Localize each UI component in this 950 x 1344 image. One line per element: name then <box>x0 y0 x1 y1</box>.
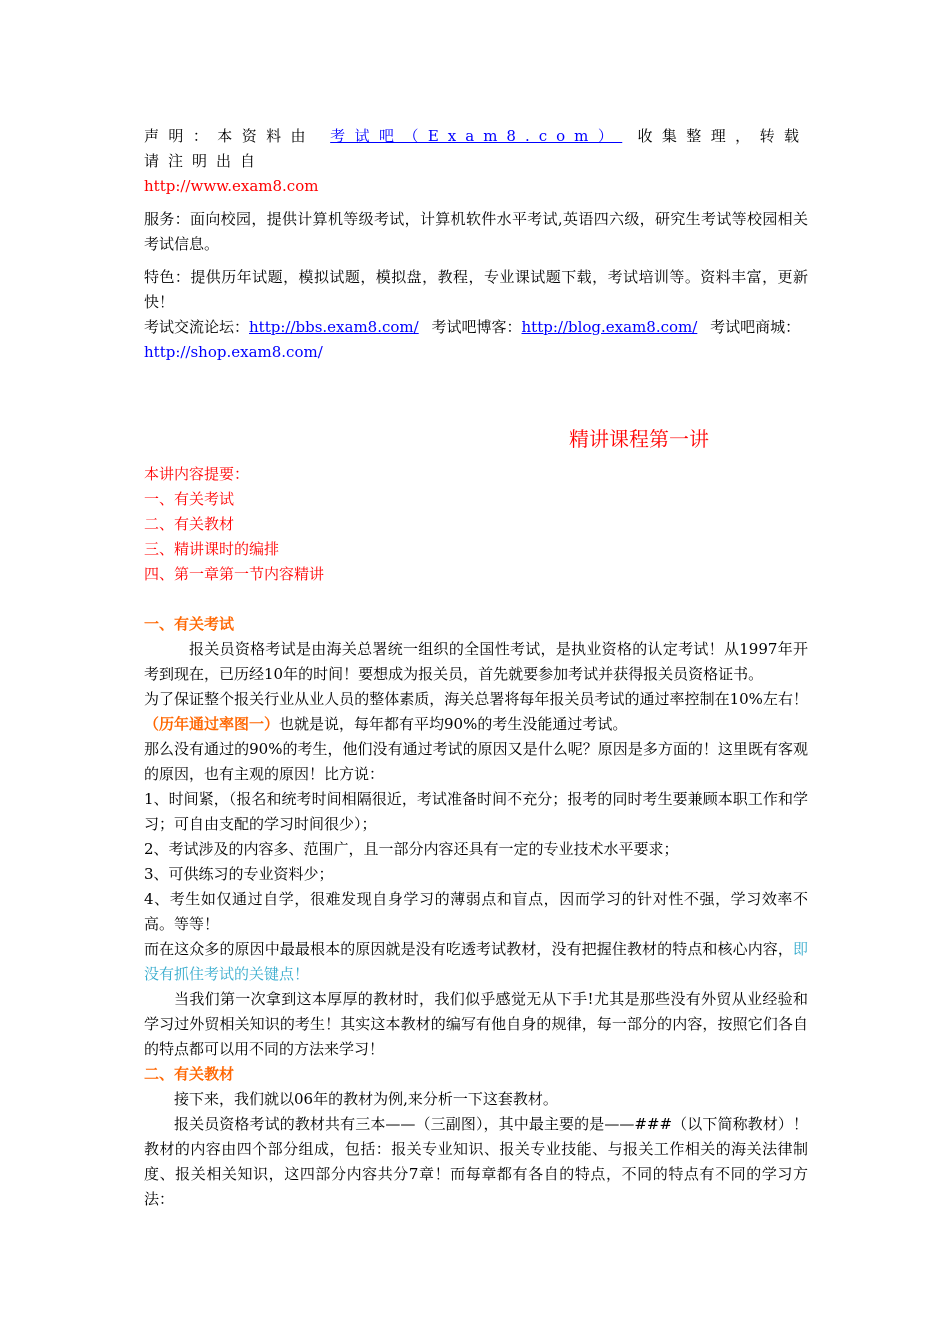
statement-suffix: 收集整理，转载请注明出自 <box>144 127 808 170</box>
outline-heading: 本讲内容提要： <box>144 465 250 483</box>
outline-item: 二、有关教材 <box>144 515 235 533</box>
reason-item: 4、考生如仅通过自学，很难发现自身学习的薄弱点和盲点，因而学习的针对性不强，学习效率不高。等等！ <box>144 890 808 933</box>
section1-paragraph: 那么没有通过的90%的考生，他们没有通过考试的原因又是什么呢？原因是多方面的！这里既有客观的原因，也有主观的原因！比方说： <box>144 740 808 783</box>
reason-item: 3、可供练习的专业资料少； <box>144 865 334 883</box>
outline <box>144 462 808 587</box>
section1-paragraph <box>144 687 808 737</box>
outline-item: 一、有关考试 <box>144 490 235 508</box>
section1-heading: 一、有关考试 <box>144 615 235 633</box>
pass-rate-figure-note: （历年通过率图一） <box>144 715 280 733</box>
reason-item: 1、时间紧，（报名和统考时间相隔很近，考试准备时间不充分；报考的同时考生要兼顾本职工作和学习；可自由支配的学习时间很少）； <box>144 790 808 833</box>
pass-rate-text-b: 也就是说，每年都有平均90%的考生没能通过考试。 <box>279 715 628 733</box>
section1-paragraph: 报关员资格考试是由海关总署统一组织的全国性考试，是执业资格的认定考试！从1997年开考到现在，已历经10年的时间！要想成为报关员，首先就要参加考试并获得报关员资格证书。 <box>144 640 808 683</box>
lecture-title: 精讲课程第一讲 <box>569 427 709 451</box>
statement <box>144 124 808 199</box>
section2-paragraph: 接下来，我们就以06年的教材为例,来分析一下这套教材。 <box>174 1090 558 1108</box>
key-point-highlight: 即没有抓住考试的关键点！ <box>144 940 808 983</box>
outline-item: 三、精讲课时的编排 <box>144 540 280 558</box>
section1-paragraph <box>144 937 808 987</box>
exam8-url[interactable]: http://www.exam8.com <box>144 177 319 195</box>
section1-paragraph: 当我们第一次拿到这本厚厚的教材时，我们似乎感觉无从下手!尤其是那些没有外贸从业经验和学习过外贸相关知识的考生！其实这本教材的编写有他自身的规律，每一部分的内容，按照它们各自的特点都可以用不同的方法来学习！ <box>144 990 808 1058</box>
pass-rate-text: 为了保证整个报关行业从业人员的整体素质，海关总署将每年报关员考试的通过率控制在10%左右！ <box>144 690 808 708</box>
links-line <box>144 315 808 365</box>
section2-paragraph: 报关员资格考试的教材共有三本——（三副图），其中最主要的是——###（以下简称教材）！教材的内容由四个部分组成，包括：报关专业知识、报关专业技能、与报关工作相关的海关法律制度、报关相关知识，这四部分内容共分7章！而每章都有各自的特点，不同的特点有不同的学习方法： <box>144 1115 808 1208</box>
shop-link[interactable]: http://shop.exam8.com/ <box>144 343 323 361</box>
exam8-link[interactable]: 考试吧（Exam8.com） <box>330 127 623 145</box>
forum-label: 考试交流论坛： <box>144 318 250 336</box>
reason-item: 2、考试涉及的内容多、范围广，且一部分内容还具有一定的专业技术水平要求； <box>144 840 679 858</box>
statement-prefix: 声明：本资料由 <box>144 127 315 145</box>
blog-link[interactable]: http://blog.exam8.com/ <box>521 318 698 336</box>
outline-item: 四、第一章第一节内容精讲 <box>144 565 325 583</box>
document-page <box>144 124 808 1212</box>
shop-label: 考试吧商城： <box>710 318 801 336</box>
forum-link[interactable]: http://bbs.exam8.com/ <box>249 318 419 336</box>
blog-label: 考试吧博客： <box>431 318 522 336</box>
key-reason-text: 而在这众多的原因中最最根本的原因就是没有吃透考试教材，没有把握住教材的特点和核心内容， <box>144 940 793 958</box>
section2-heading: 二、有关教材 <box>144 1065 235 1083</box>
service-text: 服务：面向校园，提供计算机等级考试，计算机软件水平考试,英语四六级，研究生考试等校园相关考试信息。 <box>144 210 808 253</box>
feature-text: 特色：提供历年试题，模拟试题，模拟盘，教程，专业课试题下载，考试培训等。资料丰富，更新快！ <box>144 268 808 311</box>
